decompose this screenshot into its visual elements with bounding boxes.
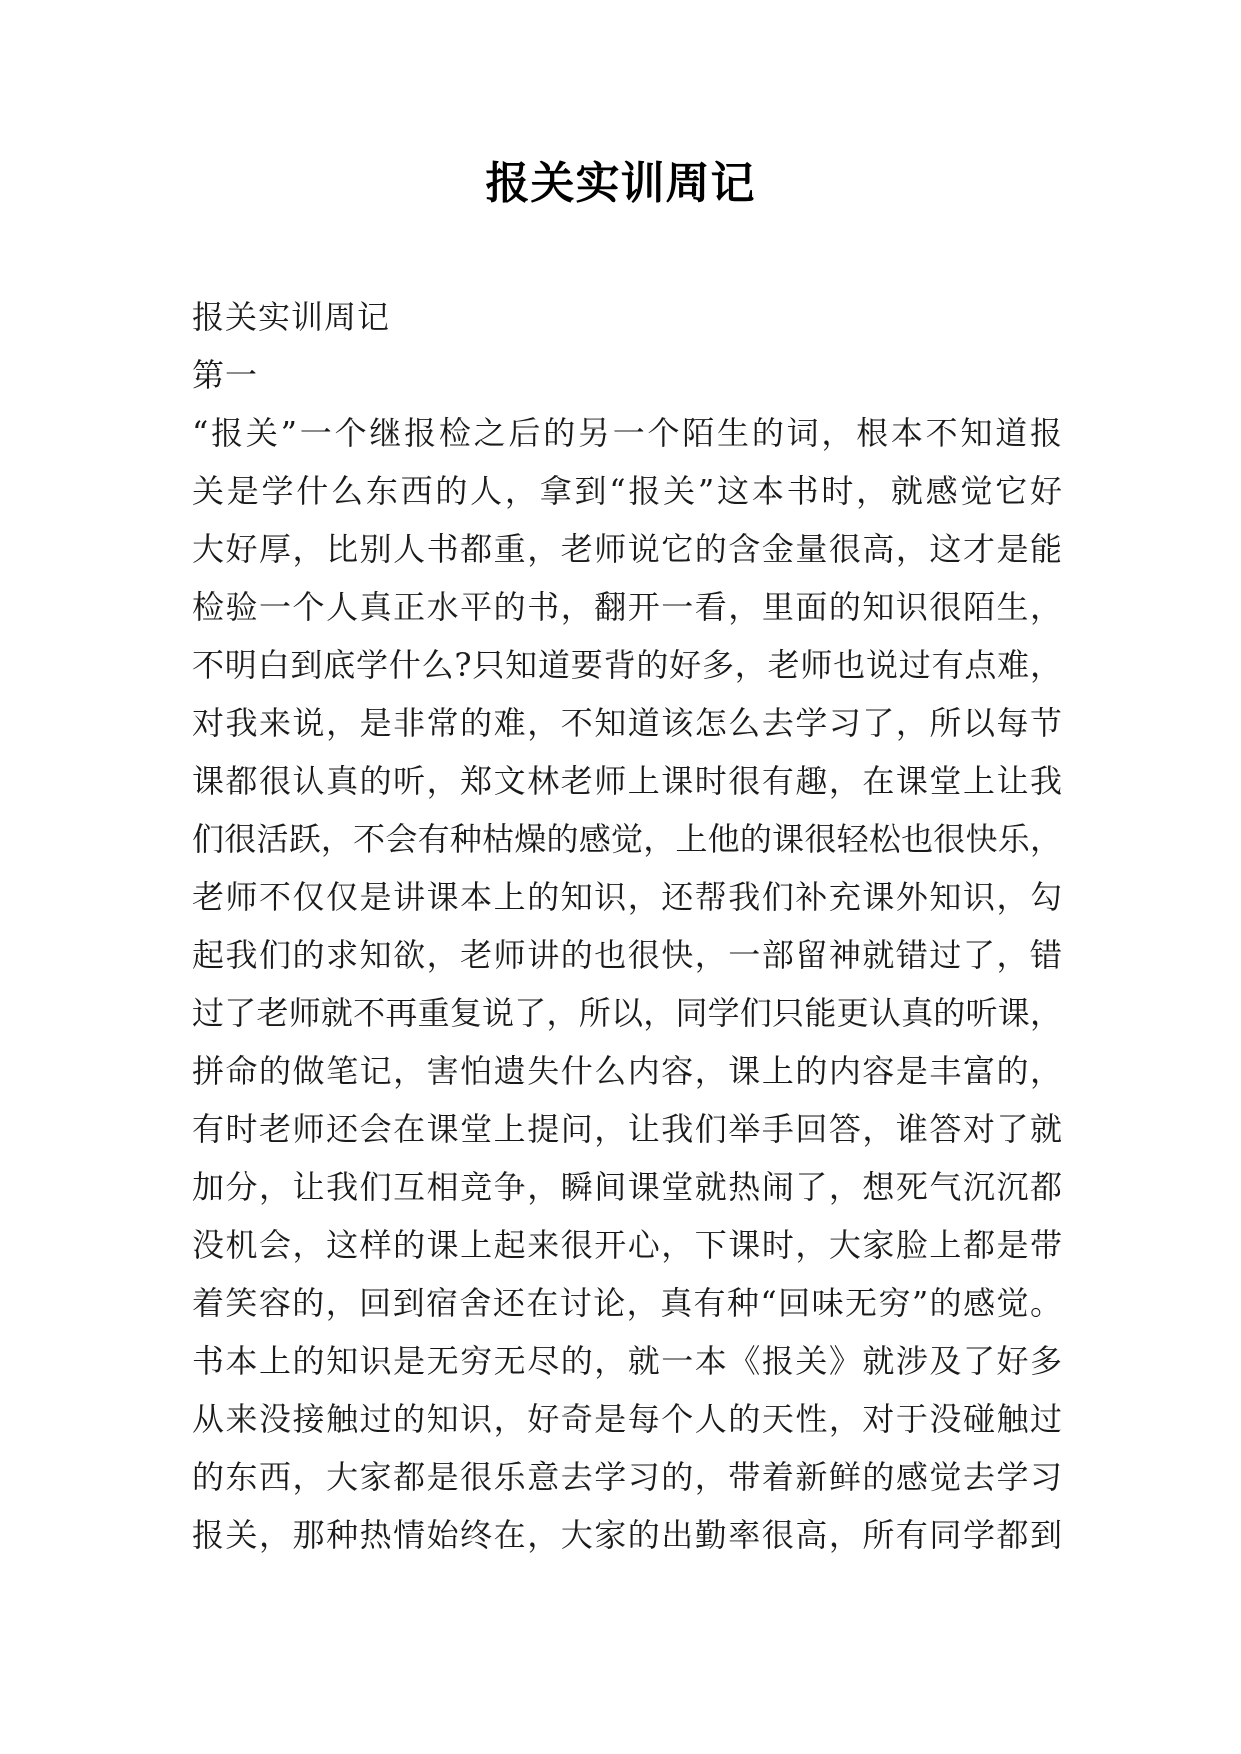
document-body xyxy=(192,288,1062,1564)
paragraph-line: 老师不仅仅是讲课本上的知识，还帮我们补充课外知识，勾 xyxy=(192,878,1062,916)
document-title: 报关实训周记 xyxy=(485,158,756,209)
paragraph-line: 们很活跃，不会有种枯燥的感觉，上他的课很轻松也很快乐， xyxy=(192,820,1062,858)
paragraph-line: 加分，让我们互相竞争，瞬间课堂就热闹了，想死气沉沉都 xyxy=(192,1168,1062,1206)
body-heading: 报关实训周记 xyxy=(192,298,391,336)
paragraph-line: 大好厚，比别人书都重，老师说它的含金量很高，这才是能 xyxy=(192,530,1062,568)
paragraph-line: 没机会，这样的课上起来很开心，下课时，大家脸上都是带 xyxy=(192,1226,1062,1264)
paragraph-line: “报关”一个继报检之后的另一个陌生的词，根本不知道报 xyxy=(192,414,1062,452)
paragraph-line: 报关，那种热情始终在，大家的出勤率很高，所有同学都到 xyxy=(192,1516,1062,1554)
paragraph-line: 不明白到底学什么?只知道要背的好多，老师也说过有点难， xyxy=(192,646,1062,684)
paragraph-line: 有时老师还会在课堂上提问，让我们举手回答，谁答对了就 xyxy=(192,1110,1062,1148)
paragraph-line: 从来没接触过的知识，好奇是每个人的天性，对于没碰触过 xyxy=(192,1400,1062,1438)
paragraph-line: 的东西，大家都是很乐意去学习的，带着新鲜的感觉去学习 xyxy=(192,1458,1062,1496)
paragraph-line: 拼命的做笔记，害怕遗失什么内容，课上的内容是丰富的， xyxy=(192,1052,1062,1090)
paragraph-line: 过了老师就不再重复说了，所以，同学们只能更认真的听课， xyxy=(192,994,1062,1032)
paragraph-line: 起我们的求知欲，老师讲的也很快，一部留神就错过了，错 xyxy=(192,936,1062,974)
section-label: 第一 xyxy=(192,356,259,394)
paragraph-line: 书本上的知识是无穷无尽的，就一本《报关》就涉及了好多 xyxy=(192,1342,1062,1380)
paragraph-line: 关是学什么东西的人，拿到“报关”这本书时，就感觉它好 xyxy=(192,472,1062,510)
paragraph-line: 着笑容的，回到宿舍还在讨论，真有种“回味无穷”的感觉。 xyxy=(192,1284,1062,1322)
paragraph-line: 对我来说，是非常的难，不知道该怎么去学习了，所以每节 xyxy=(192,704,1062,742)
paragraph-line: 检验一个人真正水平的书，翻开一看，里面的知识很陌生， xyxy=(192,588,1062,626)
paragraph-line: 课都很认真的听，郑文林老师上课时很有趣，在课堂上让我 xyxy=(192,762,1062,800)
